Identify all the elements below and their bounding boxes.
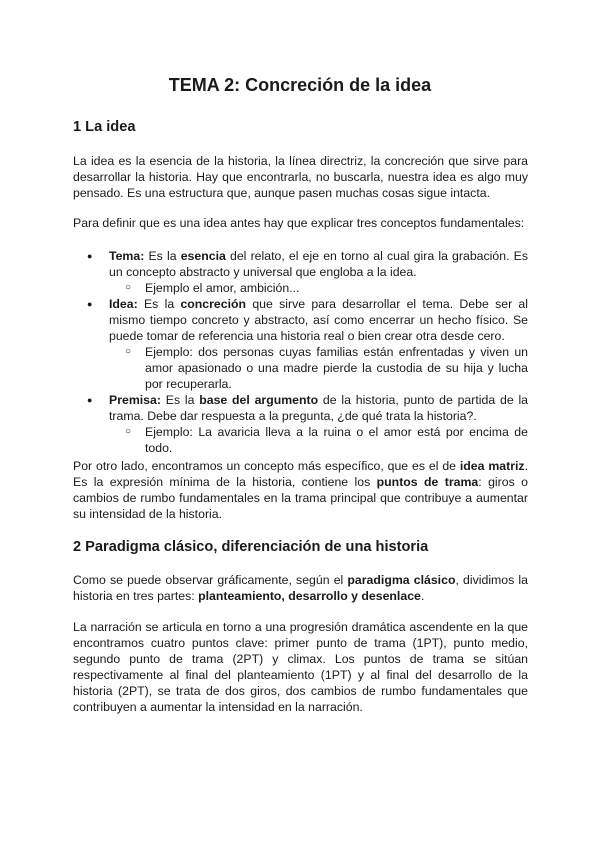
item-bold-text: esencia [180, 249, 226, 263]
text-run: Como se puede observar gráficamente, según el [73, 573, 348, 587]
example-list [109, 280, 528, 296]
text-run: . [420, 589, 425, 603]
concepts-list [73, 248, 528, 456]
example-list [109, 344, 528, 392]
item-text: Es la [144, 249, 181, 263]
text-run: . Es la expresión mínima de la historia, contiene los [73, 459, 528, 489]
text-run: Por otro lado, encontramos un concepto más específico, que es el de [73, 459, 460, 473]
list-item-tema [73, 248, 528, 296]
list-item-idea [73, 296, 528, 392]
item-bold-text: concreción [180, 297, 247, 311]
term-label: Tema: [109, 249, 145, 263]
item-text: de la historia, punto de partida de la trama. Debe dar respuesta a la pregunta, ¿de qué trata la historia?. [109, 393, 529, 423]
paragraph-idea-matriz [73, 458, 528, 522]
list-item-premisa [73, 392, 528, 456]
item-text: del relato, el eje en torno al cual gira la grabación. Es un concepto abstracto y universal que engloba a la idea. [109, 249, 528, 279]
example-item: ○ Ejemplo: dos personas cuyas familias están enfrentadas y viven un amor apasionado o una madre pierde la custodia de su hija y lucha por recuperarla. [109, 344, 528, 392]
item-text: Es la [137, 297, 181, 311]
section-heading-paradigma: 2 Paradigma clásico, diferenciación de una historia [73, 539, 429, 555]
paragraph-paradigma-clasico [73, 572, 528, 604]
page-title: TEMA 2: Concreción de la idea [168, 75, 432, 95]
item-bold-text: base del argumento [199, 393, 319, 407]
bold-run: planteamiento, desarrollo y desenlace [198, 589, 421, 603]
paragraph-narracion: La narración se articula en torno a una progresión dramática ascendente en la que encontramos cuatro puntos clave: primer punto de trama (1PT), punto medio, segundo punto de trama (2PT) y climax. Los puntos de trama se sitúan respectivamente al final del planteamiento (1PT) y al final del desarrollo de la historia (2PT), se trata de dos giros, dos cambios de rumbo fundamentales que contribuyen a aumentar la intensidad en la narración. [73, 620, 528, 714]
term-label: Idea: [109, 297, 138, 311]
item-text: que sirve para desarrollar el tema. Debe ser al mismo tiempo concreto y abstracto, así como encerrar un hecho físico. Se puede tomar de referencia una historia real o bien crear otra desde cero. [109, 297, 529, 343]
example-list [109, 424, 528, 456]
paragraph-idea-definition: La idea es la esencia de la historia, la línea directriz, la concreción que sirve para desarrollar la historia. Hay que encontrarla, no buscarla, nuestra idea es algo muy pensado. Es una estructura que, aunque pasen muchas cosas sigue intacta. [73, 154, 528, 200]
example-item: ○ Ejemplo el amor, ambición... [109, 280, 528, 296]
bold-run: puntos de trama [376, 475, 479, 489]
text-run: , dividimos la historia en tres partes: [73, 573, 528, 603]
paragraph-concepts-intro: Para definir que es una idea antes hay que explicar tres conceptos fundamentales: [73, 216, 525, 230]
term-label: Premisa: [109, 393, 161, 407]
bold-run: paradigma clásico [347, 573, 456, 587]
text-run: : giros o cambios de rumbo fundamentales en la trama principal que contribuye a aumentar su intensidad de la historia. [73, 475, 528, 521]
bold-run: idea matriz [459, 459, 525, 473]
example-item: ○ Ejemplo: La avaricia lleva a la ruina o el amor está por encima de todo. [109, 424, 528, 456]
section-heading-la-idea: 1 La idea [73, 119, 136, 135]
item-text: Es la [160, 393, 200, 407]
